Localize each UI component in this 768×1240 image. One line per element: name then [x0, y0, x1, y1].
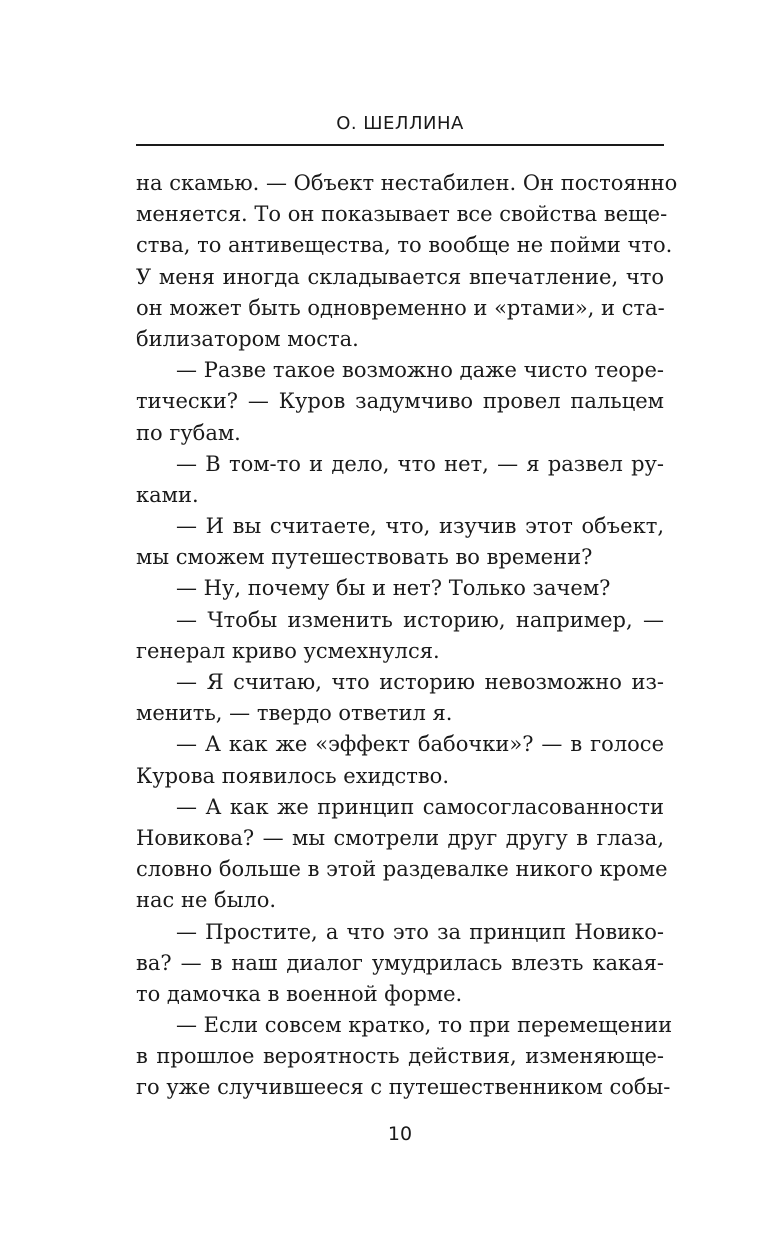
- text-line: Новикова? — мы смотрели друг другу в глаза,: [136, 825, 664, 850]
- text-line: генерал криво усмехнулся.: [136, 638, 440, 663]
- text-line: ками.: [136, 482, 199, 507]
- text-line: менить, — твердо ответил я.: [136, 701, 453, 726]
- header-rule: [136, 144, 664, 146]
- text-line: — Если совсем кратко, то при перемещении: [176, 1013, 673, 1038]
- text-line: — В том-то и дело, что нет, — я развел ру-: [176, 451, 664, 476]
- text-line: меняется. То он показывает все свойства веще-: [136, 202, 668, 227]
- text-line: он может быть одновременно и «ртами», и ста-: [136, 295, 665, 320]
- page-number: 10: [387, 1123, 413, 1145]
- text-line: нас не было.: [136, 888, 277, 913]
- text-line: на скамью. — Объект нестабилен. Он постоянно: [136, 171, 678, 195]
- text-line: У меня иногда складывается впечатление, что: [136, 264, 664, 289]
- text-line: ва? — в наш диалог умудрилась влезть какая-: [136, 950, 664, 975]
- text-line: словно больше в этой раздевалке никого кроме: [136, 857, 668, 882]
- text-line: в прошлое вероятность действия, изменяюще-: [136, 1044, 664, 1069]
- text-line: — И вы считаете, что, изучив этот объект,: [176, 514, 664, 539]
- text-line: Курова появилось ехидство.: [136, 763, 449, 788]
- text-line: — Я считаю, что историю невозможно из-: [176, 670, 664, 694]
- text-line: — Разве такое возможно даже чисто теоре-: [176, 358, 664, 383]
- text-line: — А как же «эффект бабочки»? — в голосе: [176, 732, 664, 757]
- text-line: — Чтобы изменить историю, например, —: [176, 607, 664, 632]
- text-line: — Простите, а что это за принцип Новико-: [176, 919, 664, 944]
- body-text: [136, 168, 678, 1104]
- text-line: билизатором моста.: [136, 326, 359, 351]
- text-line: — А как же принцип самосогласованности: [176, 794, 664, 819]
- running-head: О. ШЕЛЛИНА: [336, 113, 464, 134]
- text-line: ства, то антивещества, то вообще не пойми что.: [136, 233, 673, 258]
- text-line: — Ну, почему бы и нет? Только зачем?: [176, 576, 611, 601]
- text-line: мы сможем путешествовать во времени?: [136, 545, 593, 570]
- text-line: по губам.: [136, 420, 241, 445]
- text-line: го уже случившееся с путешественником собы-: [136, 1075, 671, 1100]
- text-line: то дамочка в военной форме.: [136, 981, 463, 1006]
- text-line: тически? — Куров задумчиво провел пальцем: [136, 389, 664, 414]
